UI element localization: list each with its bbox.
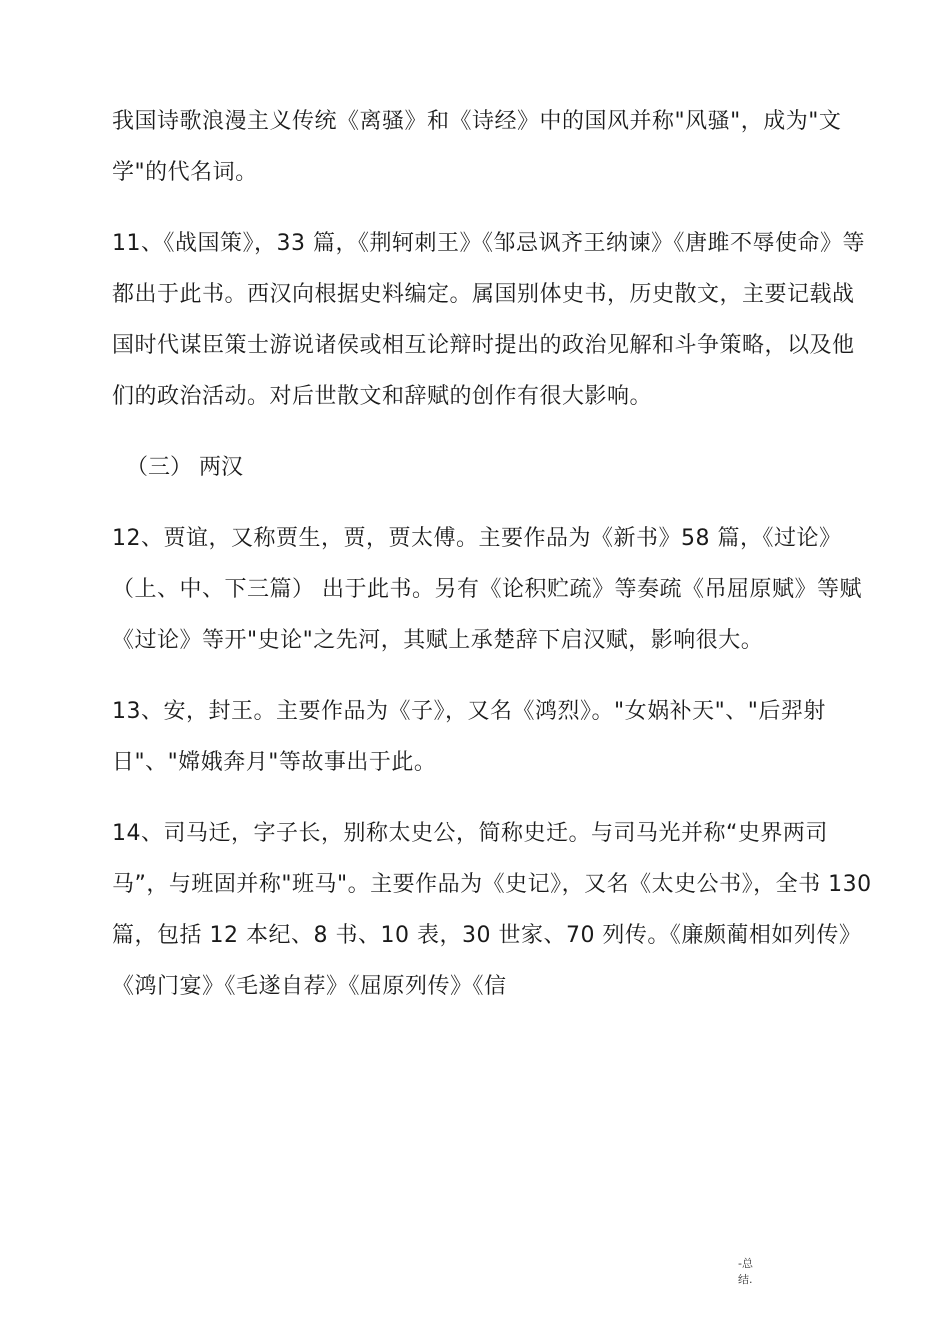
- paragraph-lisao-fengsao: 我国诗歌浪漫主义传统《离骚》和《诗经》中的国风并称"风骚"，成为"文学"的代名词。: [112, 109, 842, 185]
- paragraph-item-11-zhanguoce: 11、《战国策》，33 篇，《荆轲刺王》《邹忌讽齐王纳谏》《唐雎不辱使命》等都出于此书。西汉向根据史料编定。属国别体史书，历史散文，主要记载战国时代谋臣策士游说诸侯或相互论辩时提出的政治见解和斗争策略，以及他们的政治活动。对后世散文和辞赋的创作有很大影响。: [112, 231, 865, 409]
- footer-line-1: -总: [738, 1257, 753, 1270]
- section-heading-lianghan: （三） 两汉: [126, 455, 243, 480]
- paragraph-item-12-jiayi: 12、贾谊，又称贾生，贾，贾太傅。主要作品为《新书》58 篇，《过论》（上、中、下三篇） 出于此书。另有《论积贮疏》等奏疏《吊屈原赋》等赋《过论》等开"史论"之先河，其赋上承楚辞下启汉赋，影响很大。: [112, 526, 862, 653]
- paragraph-item-13-an: 13、安，封王。主要作品为《子》，又名《鸿烈》。"女娲补天"、"后羿射日"、"嫦娥奔月"等故事出于此。: [112, 699, 826, 775]
- footer-line-2: 结.: [738, 1273, 753, 1286]
- page-footer: [738, 1256, 778, 1288]
- document-body: [112, 96, 872, 1032]
- paragraph-item-14-simaqian: 14、司马迁，字子长，别称太史公，简称史迁。与司马光并称“史界两司马”，与班固并称"班马"。主要作品为《史记》，又名《太史公书》，全书 130 篇，包括 12 本纪、8 书、10 表，30 世家、70 列传。《廉颇蔺相如列传》《鸿门宴》《毛遂自荐》《屈原列传》《信: [112, 821, 872, 999]
